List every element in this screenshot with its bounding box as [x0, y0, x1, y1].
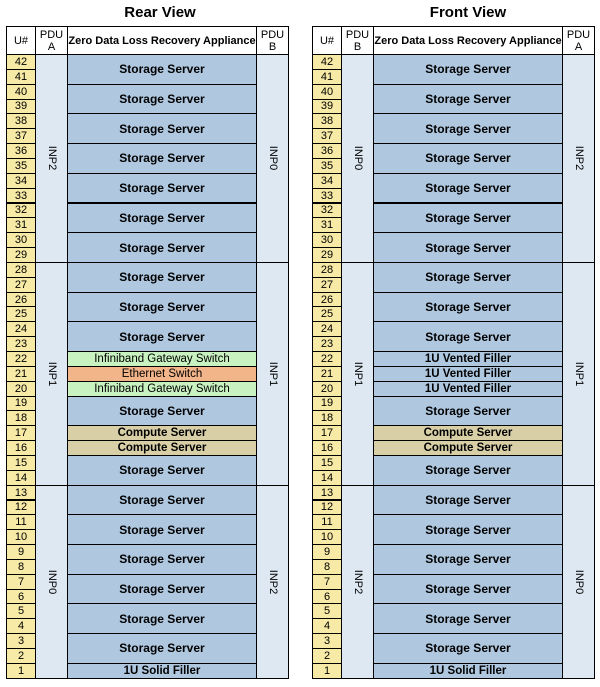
front-device-storage: Storage Server [373, 262, 563, 293]
u-number-cell: 14 [312, 470, 342, 486]
u-number-cell: 24 [312, 321, 342, 337]
u-number-cell: 13 [312, 485, 342, 501]
u-number-cell: 16 [312, 440, 342, 456]
rear-appliance-header: Zero Data Loss Recovery Appliance [67, 26, 257, 55]
rear-left-pdu-segment [35, 54, 68, 263]
u-number-cell: 25 [312, 306, 342, 322]
u-number-cell: 24 [6, 321, 36, 337]
u-number-cell: 32 [312, 203, 342, 219]
u-number-cell: 4 [6, 618, 36, 634]
pdu-input-label: INP0 [266, 146, 279, 171]
u-number-cell: 9 [6, 544, 36, 560]
u-number-cell: 30 [312, 232, 342, 248]
u-number-cell: 9 [312, 544, 342, 560]
rear-left-pdu-header: PDU A [35, 26, 68, 55]
front-right-pdu-header: PDU A [562, 26, 595, 55]
pdu-input-label: INP2 [45, 146, 58, 171]
rear-device-storage: Storage Server [67, 633, 257, 664]
u-number-cell: 2 [312, 648, 342, 664]
rear-device-ib: Infiniband Gateway Switch [67, 381, 257, 397]
u-number-cell: 18 [6, 410, 36, 426]
rear-left-pdu-segment [35, 485, 68, 679]
front-left-pdu-segment [341, 262, 374, 486]
rear-device-storage: Storage Server [67, 514, 257, 545]
u-number-cell: 6 [312, 589, 342, 605]
front-device-storage: Storage Server [373, 173, 563, 204]
front-device-compute: Compute Server [373, 425, 563, 441]
u-number-cell: 23 [6, 336, 36, 352]
u-number-cell: 37 [6, 128, 36, 144]
front-device-storage: Storage Server [373, 292, 563, 323]
u-number-cell: 36 [6, 143, 36, 159]
front-view-title: Front View [429, 4, 507, 21]
u-number-cell: 32 [6, 203, 36, 219]
rear-device-compute: Compute Server [67, 425, 257, 441]
front-device-storage: Storage Server [373, 232, 563, 263]
u-number-cell: 22 [6, 351, 36, 367]
rear-right-pdu-segment [256, 262, 289, 486]
u-number-cell: 1 [6, 663, 36, 679]
front-device-storage: Storage Server [373, 396, 563, 427]
front-device-filler-solid: 1U Solid Filler [373, 663, 563, 679]
front-left-pdu-header: PDU B [341, 26, 374, 55]
u-number-cell: 25 [6, 306, 36, 322]
u-number-cell: 13 [6, 485, 36, 501]
rear-device-storage: Storage Server [67, 203, 257, 234]
rear-device-storage: Storage Server [67, 455, 257, 486]
rear-device-compute: Compute Server [67, 440, 257, 456]
rear-right-pdu-header: PDU B [256, 26, 289, 55]
u-number-cell: 19 [6, 396, 36, 412]
u-number-cell: 27 [312, 277, 342, 293]
u-number-cell: 8 [312, 559, 342, 575]
u-number-cell: 1 [312, 663, 342, 679]
pdu-input-label: INP2 [266, 569, 279, 594]
u-number-cell: 10 [312, 529, 342, 545]
rear-device-storage: Storage Server [67, 262, 257, 293]
u-number-cell: 7 [312, 574, 342, 590]
u-number-cell: 42 [6, 54, 36, 70]
front-device-storage: Storage Server [373, 455, 563, 486]
u-number-cell: 17 [312, 425, 342, 441]
front-device-storage: Storage Server [373, 84, 563, 115]
front-left-pdu-segment [341, 485, 374, 679]
pdu-input-label: INP1 [572, 361, 585, 386]
rear-device-storage: Storage Server [67, 54, 257, 85]
u-number-cell: 19 [312, 396, 342, 412]
u-number-cell: 35 [6, 158, 36, 174]
u-number-cell: 15 [6, 455, 36, 471]
front-device-storage: Storage Server [373, 603, 563, 634]
u-number-cell: 23 [312, 336, 342, 352]
rear-device-storage: Storage Server [67, 113, 257, 144]
front-device-storage: Storage Server [373, 633, 563, 664]
u-number-cell: 27 [6, 277, 36, 293]
pdu-input-label: INP2 [351, 569, 364, 594]
u-number-cell: 3 [312, 633, 342, 649]
rear-left-pdu-segment [35, 262, 68, 486]
pdu-input-label: INP1 [351, 361, 364, 386]
pdu-input-label: INP1 [266, 361, 279, 386]
u-number-cell: 39 [6, 99, 36, 115]
front-device-compute: Compute Server [373, 440, 563, 456]
front-device-storage: Storage Server [373, 514, 563, 545]
u-number-cell: 2 [6, 648, 36, 664]
u-number-cell: 34 [312, 173, 342, 189]
rear-device-storage: Storage Server [67, 574, 257, 605]
rear-device-storage: Storage Server [67, 232, 257, 263]
u-number-cell: 28 [6, 262, 36, 278]
rear-device-filler-solid: 1U Solid Filler [67, 663, 257, 679]
u-number-cell: 3 [6, 633, 36, 649]
front-left-pdu-segment [341, 54, 374, 263]
rear-right-pdu-segment [256, 54, 289, 263]
rear-device-eth: Ethernet Switch [67, 366, 257, 382]
rear-device-storage: Storage Server [67, 292, 257, 323]
u-number-cell: 33 [312, 188, 342, 204]
u-number-cell: 21 [312, 366, 342, 382]
u-number-cell: 12 [6, 500, 36, 516]
u-number-cell: 16 [6, 440, 36, 456]
front-device-filler-vented: 1U Vented Filler [373, 366, 563, 382]
u-number-cell: 26 [6, 292, 36, 308]
u-number-cell: 22 [312, 351, 342, 367]
u-number-cell: 18 [312, 410, 342, 426]
rear-device-storage: Storage Server [67, 485, 257, 516]
u-number-cell: 38 [312, 113, 342, 129]
u-number-cell: 38 [6, 113, 36, 129]
u-number-cell: 10 [6, 529, 36, 545]
u-number-cell: 14 [6, 470, 36, 486]
front-right-pdu-segment [562, 54, 595, 263]
rear-device-storage: Storage Server [67, 143, 257, 174]
u-number-cell: 5 [6, 603, 36, 619]
pdu-input-label: INP1 [45, 361, 58, 386]
rear-device-storage: Storage Server [67, 544, 257, 575]
rear-right-pdu-segment [256, 485, 289, 679]
u-number-cell: 30 [6, 232, 36, 248]
u-number-cell: 12 [312, 500, 342, 516]
front-device-storage: Storage Server [373, 113, 563, 144]
u-number-cell: 20 [312, 381, 342, 397]
front-device-storage: Storage Server [373, 574, 563, 605]
front-right-pdu-segment [562, 485, 595, 679]
front-appliance-header: Zero Data Loss Recovery Appliance [373, 26, 563, 55]
front-device-storage: Storage Server [373, 321, 563, 352]
u-number-cell: 28 [312, 262, 342, 278]
front-right-pdu-segment [562, 262, 595, 486]
u-number-cell: 11 [312, 514, 342, 530]
u-number-cell: 29 [312, 247, 342, 263]
u-number-cell: 36 [312, 143, 342, 159]
rear-device-ib: Infiniband Gateway Switch [67, 351, 257, 367]
u-number-cell: 41 [6, 69, 36, 85]
front-device-storage: Storage Server [373, 203, 563, 234]
rear-device-storage: Storage Server [67, 396, 257, 427]
u-number-cell: 8 [6, 559, 36, 575]
pdu-input-label: INP0 [351, 146, 364, 171]
u-number-cell: 6 [6, 589, 36, 605]
u-number-cell: 39 [312, 99, 342, 115]
rear-device-storage: Storage Server [67, 603, 257, 634]
u-number-cell: 7 [6, 574, 36, 590]
front-device-filler-vented: 1U Vented Filler [373, 351, 563, 367]
u-number-cell: 41 [312, 69, 342, 85]
u-number-cell: 21 [6, 366, 36, 382]
front-device-storage: Storage Server [373, 485, 563, 516]
front-u-number-header: U# [312, 26, 342, 55]
rear-device-storage: Storage Server [67, 84, 257, 115]
u-number-cell: 4 [312, 618, 342, 634]
u-number-cell: 31 [6, 217, 36, 233]
u-number-cell: 35 [312, 158, 342, 174]
rear-device-storage: Storage Server [67, 173, 257, 204]
u-number-cell: 37 [312, 128, 342, 144]
rear-device-storage: Storage Server [67, 321, 257, 352]
u-number-cell: 15 [312, 455, 342, 471]
rear-view-title: Rear View [124, 4, 196, 21]
u-number-cell: 26 [312, 292, 342, 308]
u-number-cell: 34 [6, 173, 36, 189]
front-device-filler-vented: 1U Vented Filler [373, 381, 563, 397]
front-device-storage: Storage Server [373, 54, 563, 85]
u-number-cell: 5 [312, 603, 342, 619]
rear-u-number-header: U# [6, 26, 36, 55]
front-device-storage: Storage Server [373, 143, 563, 174]
u-number-cell: 11 [6, 514, 36, 530]
u-number-cell: 20 [6, 381, 36, 397]
u-number-cell: 31 [312, 217, 342, 233]
pdu-input-label: INP2 [572, 146, 585, 171]
front-device-storage: Storage Server [373, 544, 563, 575]
u-number-cell: 29 [6, 247, 36, 263]
u-number-cell: 42 [312, 54, 342, 70]
u-number-cell: 40 [6, 84, 36, 100]
u-number-cell: 33 [6, 188, 36, 204]
u-number-cell: 40 [312, 84, 342, 100]
pdu-input-label: INP0 [45, 569, 58, 594]
pdu-input-label: INP0 [572, 569, 585, 594]
u-number-cell: 17 [6, 425, 36, 441]
